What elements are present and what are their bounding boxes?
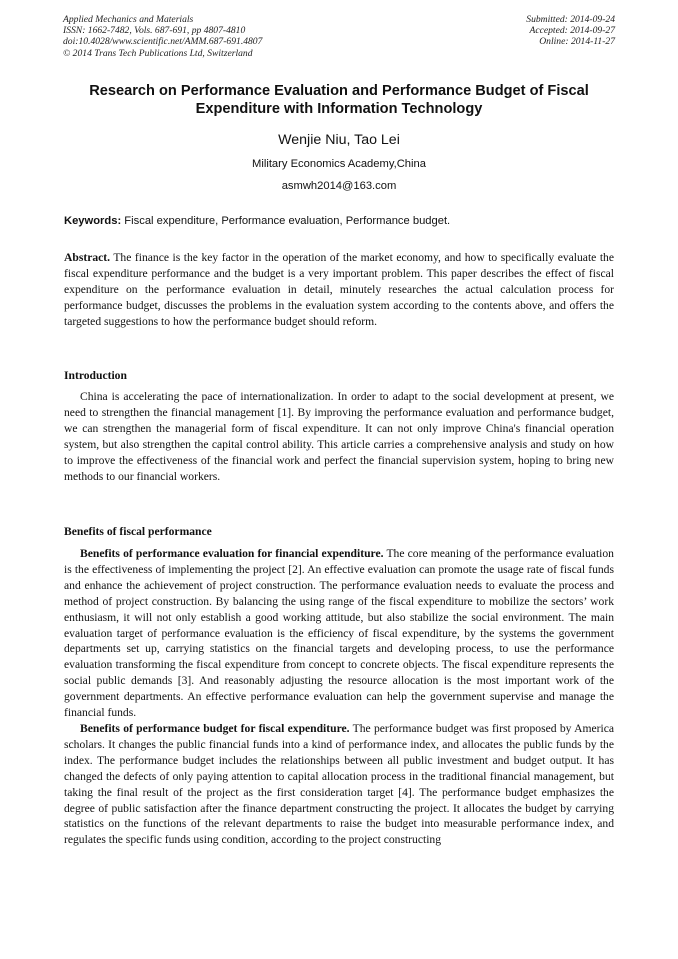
issn-line: ISSN: 1662-7482, Vols. 687-691, pp 4807-4810 bbox=[63, 25, 246, 37]
online-date: Online: 2014-11-27 bbox=[539, 36, 615, 48]
introduction-paragraph: China is accelerating the pace of internationalization. In order to adapt to the social development at present, we need to strengthen the financial management [1]. By improving the performance evaluation and performance budget, we can strengthen the managerial form of fiscal expenditure. It can not only improve China's financial operation system, but also strengthen the capital control ability. This article carries a comprehensive analysis and study on how to improve the effectiveness of the financial work and perfect the financial supervision system, hoping to bring new methods to our financial workers. bbox=[64, 390, 614, 483]
author-email: asmwh2014@163.com bbox=[281, 180, 397, 192]
keywords-text: Fiscal expenditure, Performance evaluation, Performance budget. bbox=[121, 215, 451, 227]
keywords-label: Keywords: bbox=[64, 215, 122, 227]
benefits-paragraph-evaluation bbox=[64, 546, 614, 721]
abstract bbox=[64, 250, 614, 330]
abstract-label: Abstract. bbox=[64, 251, 111, 264]
benefits-paragraph-budget bbox=[64, 721, 614, 848]
accepted-date: Accepted: 2014-09-27 bbox=[529, 25, 615, 37]
abstract-text: The finance is the key factor in the operation of the market economy, and how to specifically evaluate the fiscal expenditure performance and the budget is a very important problem. This paper describes the effect of fiscal expenditure on the performance evaluation in detail, minutely researches the actual calculation process for performance budget, discusses the problems in the evaluation system according to the contents above, and offers the targeted suggestions to how the performance budget should reform. bbox=[64, 251, 614, 328]
journal-name: Applied Mechanics and Materials bbox=[63, 14, 194, 25]
doi-line: doi:10.4028/www.scientific.net/AMM.687-691.4807 bbox=[63, 36, 263, 48]
section-heading-benefits: Benefits of fiscal performance bbox=[64, 525, 212, 538]
publication-dates bbox=[526, 14, 615, 48]
submitted-date: Submitted: 2014-09-24 bbox=[526, 14, 615, 25]
affiliation: Military Economics Academy,China bbox=[252, 158, 426, 170]
section-heading-introduction: Introduction bbox=[64, 369, 127, 382]
copyright-line: © 2014 Trans Tech Publications Ltd, Switzerland bbox=[63, 47, 253, 59]
journal-info bbox=[63, 14, 262, 59]
paper-title: Research on Performance Evaluation and Performance Budget of Fiscal Expenditure with Information Technology bbox=[89, 83, 589, 117]
paragraph-lead-evaluation: Benefits of performance evaluation for financial expenditure. bbox=[80, 547, 384, 560]
authors: Wenjie Niu, Tao Lei bbox=[278, 132, 400, 148]
keywords bbox=[64, 214, 614, 228]
introduction-body bbox=[64, 389, 614, 484]
benefits-body bbox=[64, 546, 614, 848]
paragraph-text-evaluation: The core meaning of the performance evaluation is the effectiveness of implementing the project [2]. An effective evaluation can promote the usage rate of fiscal funds and enhance the achievement of project construction. The performance evaluation needs to evaluate the process and method of project construction. By balancing the using range of the fiscal expenditure to mobilize the sectors’ work enthusiasm, it will not only establish a good working attitude, but also stabilize the social environment. The main evaluation target of performance evaluation is the efficiency of fiscal expenditure, by the systems the government departments set up, carrying statistics on the financial targets and developing process, to use the performance evaluation transforming the fiscal expenditure from concept to concrete objects. The fiscal expenditure represents the social public demands [3]. And reasonably adjusting the resource allocation is the most important work of the government departments. An effective performance evaluation can help the government supervise and manage the financial funds. bbox=[64, 547, 614, 720]
paragraph-text-budget: The performance budget was first proposed by America scholars. It changes the public financial funds into a kind of performance index, and allocates the public funds by the index. The performance budget includes the relationships between all public investment and budget output. It has changed the defects of only paying attention to capital allocation process in the traditional financial management, but taking the final result of the project as the first consideration target [4]. The performance budget emphasizes the degree of public satisfaction after the finance department constructing the project. It allocates the budget by carrying statistics on the functions of the relevant departments to raise the budget into measurable performance index, and regulates the specific funds using condition, according to the project constructing bbox=[64, 721, 614, 847]
paragraph-lead-budget: Benefits of performance budget for fiscal expenditure. bbox=[80, 721, 350, 735]
